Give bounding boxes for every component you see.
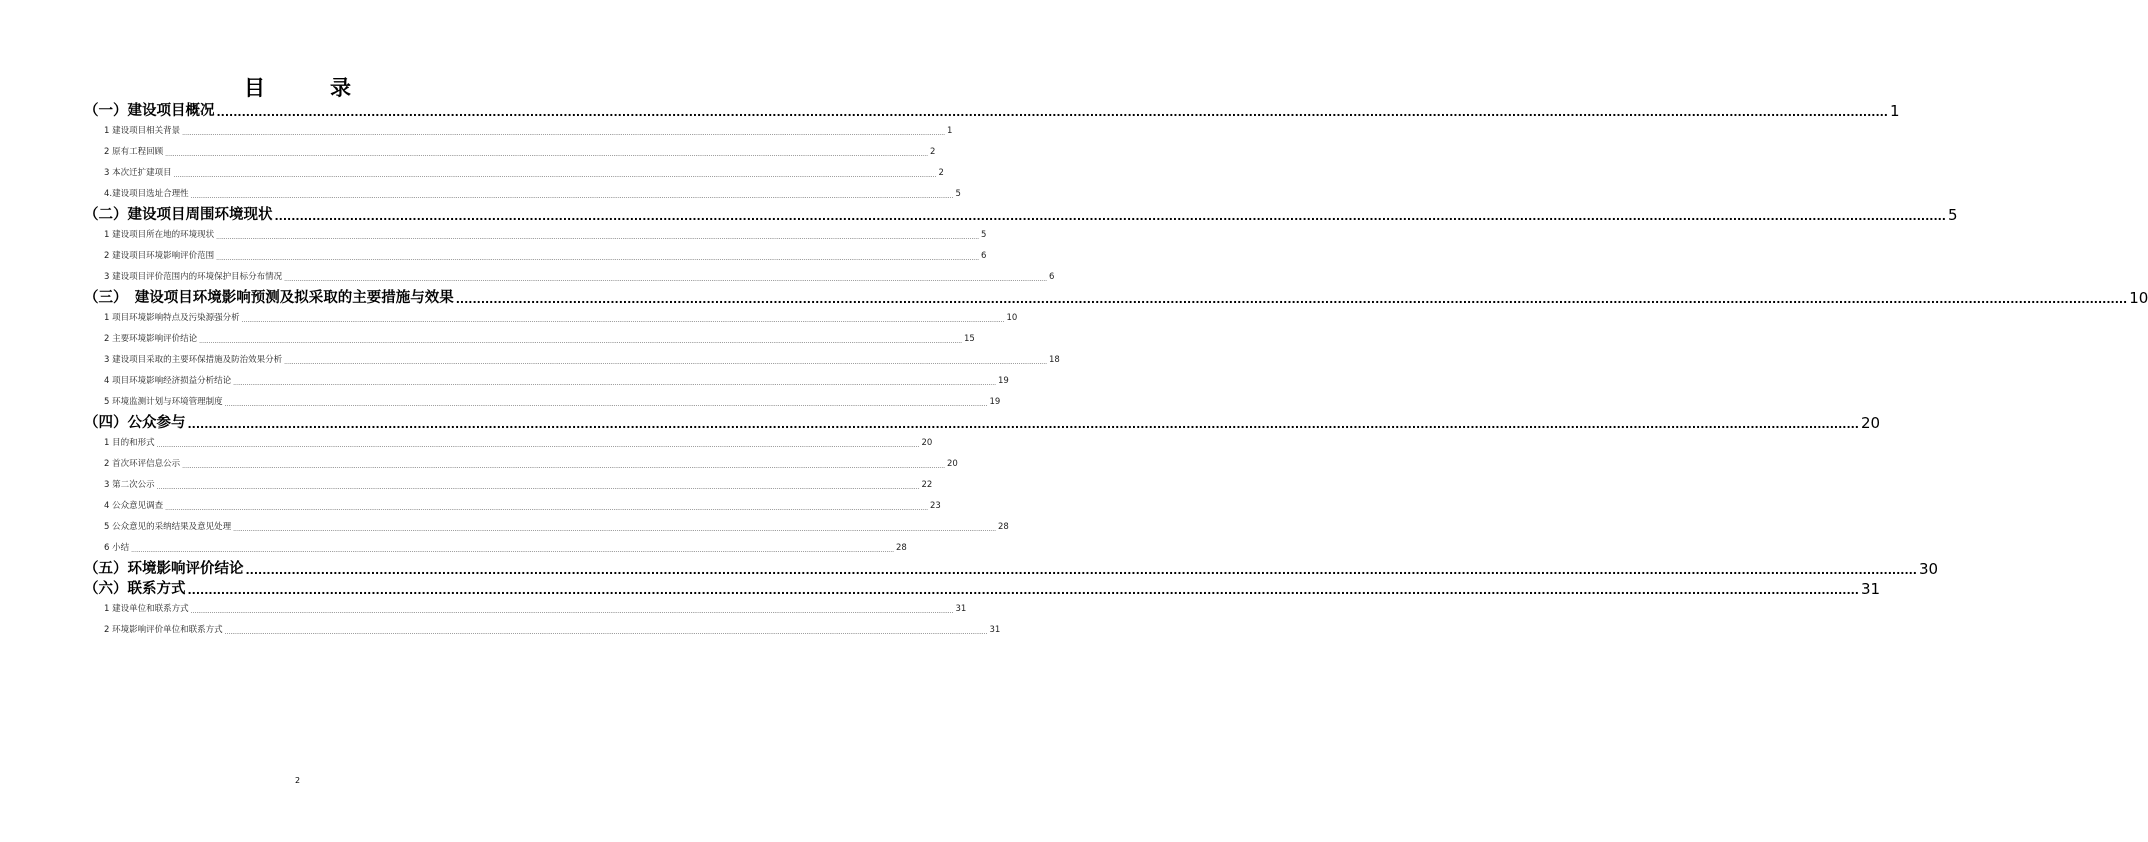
- toc-entry-label: 1 项目环境影响特点及污染源强分析: [104, 313, 240, 323]
- toc-dot-leader: ................................................................................................................................................................................................................................................................................................................................................................................................................: [216, 234, 980, 241]
- toc-dot-leader: ................................................................................................................................................................................................................................................................................................................................................................................................................: [131, 547, 895, 554]
- toc-entry-label: 6 小结: [104, 543, 130, 553]
- toc-subsection-entry[interactable]: [84, 163, 944, 184]
- toc-entry-page: 19: [989, 397, 1001, 407]
- toc-entry-label: 3 建设项目评价范围内的环境保护目标分布情况: [104, 272, 283, 282]
- page-title: 目 录: [244, 76, 373, 100]
- toc-dot-leader: ................................................................................................................................................................................................................................................................................................................................................................................................................: [156, 484, 920, 491]
- toc-entry-label: 2 首次环评信息公示: [104, 459, 181, 469]
- toc-entry-page: 10: [2129, 289, 2148, 307]
- toc-entry-page: 1: [1889, 102, 1900, 120]
- toc-dot-leader: ................................................................................................................................................................................................................................................................................................................................................................................................................: [165, 151, 929, 158]
- toc-entry-page: 28: [998, 522, 1009, 532]
- toc-entry-label: 1 建设项目所在地的环境现状: [104, 230, 215, 240]
- toc-dot-leader: ................................................................................................................................................................................................................................................................................................................................................................................................................: [284, 276, 1048, 283]
- toc-dot-leader: ................................................................................................................................................................................................................................................................................................................................................................................................................: [233, 526, 997, 533]
- toc-entry-label: 3 本次迁扩建项目: [104, 168, 172, 178]
- toc-entry-page: 6: [981, 251, 987, 261]
- toc-dot-leader: ................................................................................................................................................................................................................................................................................................................................................................................................................: [274, 210, 1946, 223]
- toc-entry-page: 31: [955, 604, 967, 614]
- toc-entry-label: 2 环境影响评价单位和联系方式: [104, 625, 223, 635]
- toc-entry-page: 2: [930, 147, 936, 157]
- toc-section-entry[interactable]: [84, 559, 1939, 579]
- toc-subsection-entry[interactable]: [84, 496, 941, 517]
- toc-subsection-entry[interactable]: [84, 599, 967, 620]
- toc-entry-page: 28: [896, 543, 907, 553]
- toc-subsection-entry[interactable]: [84, 184, 961, 205]
- toc-entry-label: （四）公众参与: [84, 415, 186, 431]
- toc-entry-label: 3 第二次公示: [104, 480, 155, 490]
- toc-entry-label: 1 建设单位和联系方式: [104, 604, 189, 614]
- toc-dot-leader: ................................................................................................................................................................................................................................................................................................................................................................................................................: [216, 255, 980, 262]
- table-of-contents: [84, 101, 2148, 641]
- toc-dot-leader: ................................................................................................................................................................................................................................................................................................................................................................................................................: [190, 608, 954, 615]
- toc-entry-page: 6: [1049, 272, 1055, 282]
- toc-entry-label: （二）建设项目周围环境现状: [84, 207, 273, 223]
- toc-subsection-entry[interactable]: [84, 350, 1060, 371]
- toc-entry-page: 20: [921, 438, 933, 448]
- toc-section-entry[interactable]: [84, 101, 1900, 121]
- toc-dot-leader: ................................................................................................................................................................................................................................................................................................................................................................................................................: [165, 505, 929, 512]
- toc-entry-page: 10: [1006, 313, 1018, 323]
- toc-subsection-entry[interactable]: [84, 308, 1018, 329]
- toc-entry-label: 4 项目环境影响经济损益分析结论: [104, 376, 232, 386]
- page-number: 2: [294, 776, 301, 785]
- toc-entry-page: 20: [1860, 414, 1881, 432]
- toc-section-entry[interactable]: [84, 579, 1881, 599]
- toc-entry-page: 31: [989, 625, 1001, 635]
- toc-subsection-entry[interactable]: [84, 329, 975, 350]
- toc-entry-label: （一）建设项目概况: [84, 103, 215, 119]
- toc-subsection-entry[interactable]: [84, 121, 953, 142]
- toc-entry-label: 4 公众意见调查: [104, 501, 164, 511]
- toc-entry-label: 2 建设项目环境影响评价范围: [104, 251, 215, 261]
- toc-entry-page: 5: [1947, 206, 1958, 224]
- toc-entry-page: 15: [964, 334, 975, 344]
- toc-subsection-entry[interactable]: [84, 454, 958, 475]
- toc-entry-label: 2 主要环境影响评价结论: [104, 334, 198, 344]
- toc-entry-label: 2 原有工程回顾: [104, 147, 164, 157]
- toc-dot-leader: ................................................................................................................................................................................................................................................................................................................................................................................................................: [190, 193, 954, 200]
- toc-dot-leader: ................................................................................................................................................................................................................................................................................................................................................................................................................: [187, 584, 1859, 597]
- toc-entry-label: 4.建设项目选址合理性: [104, 189, 189, 199]
- toc-dot-leader: ................................................................................................................................................................................................................................................................................................................................................................................................................: [284, 359, 1048, 366]
- toc-entry-page: 2: [938, 168, 944, 178]
- toc-entry-page: 1: [947, 126, 953, 136]
- toc-dot-leader: ................................................................................................................................................................................................................................................................................................................................................................................................................: [182, 463, 946, 470]
- toc-entry-page: 30: [1918, 560, 1939, 578]
- toc-dot-leader: ................................................................................................................................................................................................................................................................................................................................................................................................................: [245, 564, 1917, 577]
- toc-subsection-entry[interactable]: [84, 246, 987, 267]
- toc-dot-leader: ................................................................................................................................................................................................................................................................................................................................................................................................................: [173, 172, 937, 179]
- toc-subsection-entry[interactable]: [84, 142, 936, 163]
- toc-entry-page: 20: [947, 459, 958, 469]
- toc-subsection-entry[interactable]: [84, 475, 933, 496]
- toc-dot-leader: ................................................................................................................................................................................................................................................................................................................................................................................................................: [233, 380, 997, 387]
- toc-entry-page: 5: [955, 189, 961, 199]
- toc-entry-label: （五）环境影响评价结论: [84, 561, 244, 577]
- toc-subsection-entry[interactable]: [84, 371, 1009, 392]
- toc-entry-page: 19: [998, 376, 1009, 386]
- toc-entry-label: （三） 建设项目环境影响预测及拟采取的主要措施与效果: [84, 290, 454, 306]
- toc-dot-leader: ................................................................................................................................................................................................................................................................................................................................................................................................................: [241, 317, 1005, 324]
- toc-entry-label: 1 目的和形式: [104, 438, 155, 448]
- toc-entry-label: 1 建设项目相关背景: [104, 126, 181, 136]
- toc-subsection-entry[interactable]: [84, 392, 1001, 413]
- toc-dot-leader: ................................................................................................................................................................................................................................................................................................................................................................................................................: [224, 401, 988, 408]
- toc-subsection-entry[interactable]: [84, 620, 1001, 641]
- toc-dot-leader: ................................................................................................................................................................................................................................................................................................................................................................................................................: [187, 418, 1859, 431]
- toc-entry-label: 3 建设项目采取的主要环保措施及防治效果分析: [104, 355, 283, 365]
- toc-section-entry[interactable]: [84, 413, 1881, 433]
- toc-entry-label: 5 环境监测计划与环境管理制度: [104, 397, 223, 407]
- toc-subsection-entry[interactable]: [84, 267, 1055, 288]
- toc-dot-leader: ................................................................................................................................................................................................................................................................................................................................................................................................................: [182, 130, 946, 137]
- toc-section-entry[interactable]: [84, 205, 1958, 225]
- toc-subsection-entry[interactable]: [84, 225, 987, 246]
- toc-subsection-entry[interactable]: [84, 538, 907, 559]
- toc-dot-leader: ................................................................................................................................................................................................................................................................................................................................................................................................................: [216, 106, 1888, 119]
- toc-subsection-entry[interactable]: [84, 433, 933, 454]
- toc-entry-page: 22: [921, 480, 933, 490]
- toc-entry-page: 23: [930, 501, 941, 511]
- toc-entry-page: 18: [1049, 355, 1060, 365]
- toc-entry-label: 5 公众意见的采纳结果及意见处理: [104, 522, 232, 532]
- toc-dot-leader: ................................................................................................................................................................................................................................................................................................................................................................................................................: [455, 293, 2128, 306]
- toc-dot-leader: ................................................................................................................................................................................................................................................................................................................................................................................................................: [224, 629, 988, 636]
- toc-entry-page: 31: [1860, 580, 1881, 598]
- toc-subsection-entry[interactable]: [84, 517, 1009, 538]
- toc-entry-label: （六）联系方式: [84, 581, 186, 597]
- toc-entry-page: 5: [981, 230, 987, 240]
- toc-section-entry[interactable]: [84, 288, 2148, 308]
- toc-dot-leader: ................................................................................................................................................................................................................................................................................................................................................................................................................: [199, 338, 963, 345]
- toc-dot-leader: ................................................................................................................................................................................................................................................................................................................................................................................................................: [156, 442, 920, 449]
